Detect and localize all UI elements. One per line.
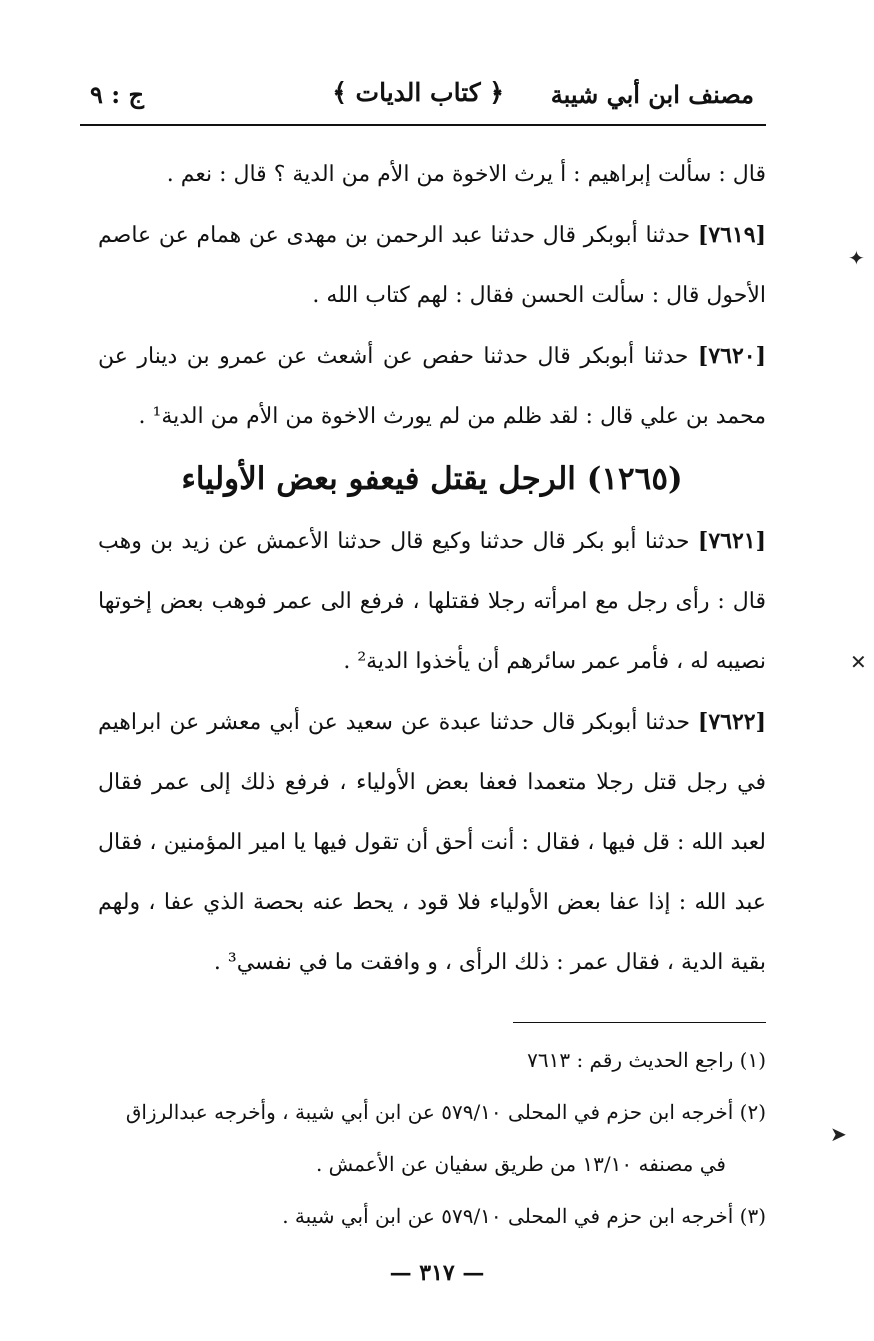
binding-mark-icon: ➤: [830, 1122, 847, 1146]
paragraph: [98, 145, 766, 205]
footnote-rule: [513, 1022, 766, 1023]
hadith-number: [٧٦١٩]: [697, 222, 766, 248]
chapter-title: ﴿ كتاب الديات ﴾: [332, 78, 504, 107]
footnote-2-continued: في مصنفه ١٣/١٠ من طريق سفيان عن الأعمش .: [315, 1152, 726, 1176]
book-title: مصنف ابن أبي شيبة: [550, 80, 754, 109]
footnote-1: (١) راجع الحديث رقم : ٧٦١٣: [527, 1048, 766, 1072]
footnote-2: (٢) أخرجه ابن حزم في المحلى ٥٧٩/١٠ عن ابن أبي شيبة ، وأخرجه عبدالرزاق: [125, 1100, 766, 1124]
volume-label: ج : ٩: [90, 80, 144, 109]
main-text: [98, 145, 766, 993]
hadith-text: حدثنا أبوبكر قال حدثنا عبدة عن سعيد عن أبي معشر عن ابراهيم في رجل قتل رجلا متعمدا فعفا بعض الأولياء ، فرفع ذلك إلى عمر فقال لعبد الله : قل فيها ، فقال : أنت أحق أن تقول فيها يا امير المؤمنين ، فقال عبد الله : إذا عفا بعض الأولياء فلا قود ، يحط عنه بحصة الذي عفا ، ولهم بقية الدية ، فقال عمر : ذلك الرأى ، و وافقت ما في نفسي³ .: [98, 710, 766, 975]
page-number: — ٣١٧ —: [389, 1260, 485, 1286]
hadith-number: [٧٦٢٠]: [697, 343, 766, 369]
hadith-number: [٧٦٢٢]: [697, 709, 766, 735]
footnotes: [98, 1034, 766, 1242]
hadith-number: [٧٦٢١]: [697, 528, 766, 554]
hadith-text: حدثنا أبو بكر قال حدثنا وكيع قال حدثنا الأعمش عن زيد بن وهب قال : رأى رجل مع امرأته رجلا فقتلها ، فرفع الى عمر فوهب بعض إخوتها نصيبه له ، فأمر عمر سائرهم أن يأخذوا الدية² .: [98, 529, 766, 674]
binding-mark-icon: ✦: [848, 246, 865, 270]
paragraph-text: قال : سألت إبراهيم : أ يرث الاخوة من الأم من الدية ؟ قال : نعم .: [166, 162, 766, 187]
hadith-7619: [98, 205, 766, 326]
hadith-text: حدثنا أبوبكر قال حدثنا عبد الرحمن بن مهدى عن همام عن عاصم الأحول قال : سألت الحسن فقال : لهم كتاب الله .: [98, 223, 766, 308]
section-heading: (١٢٦٥) الرجل يقتل فيعفو بعض الأولياء: [181, 461, 683, 497]
binding-mark-icon: ✕: [850, 650, 867, 674]
hadith-text: حدثنا أبوبكر قال حدثنا حفص عن أشعث عن عمرو بن دينار عن محمد بن علي قال : لقد ظلم من لم يورث الاخوة من الأم من الدية¹ .: [98, 344, 766, 429]
hadith-7621: [98, 511, 766, 692]
page-header: [80, 70, 766, 126]
footnote-3: (٣) أخرجه ابن حزم في المحلى ٥٧٩/١٠ عن ابن أبي شيبة .: [282, 1204, 766, 1228]
hadith-7620: [98, 326, 766, 447]
hadith-7622: [98, 692, 766, 993]
header-rule: [80, 124, 766, 126]
